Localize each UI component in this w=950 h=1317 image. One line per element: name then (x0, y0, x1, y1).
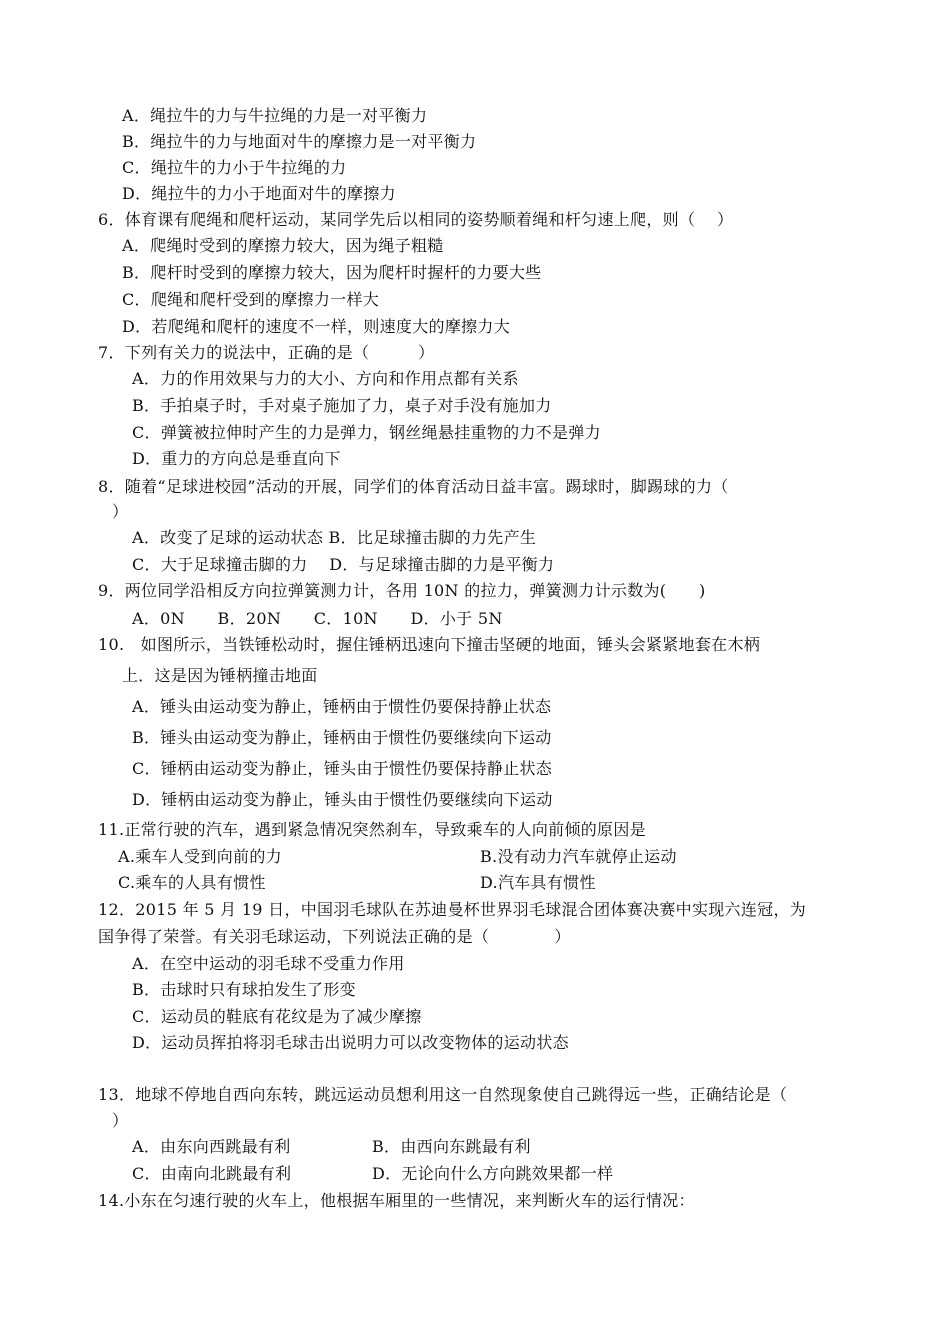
q9-options: A．0N B．20N C．10N D．小于 5N (132, 609, 503, 628)
q13-option-a: A．由东向西跳最有利 (132, 1137, 291, 1156)
q12-option-a: A．在空中运动的羽毛球不受重力作用 (132, 954, 405, 973)
q13-option-c: C．由南向北跳最有利 (132, 1164, 292, 1183)
q10-option-b: B．锤头由运动变为静止，锤柄由于惯性仍要继续向下运动 (132, 728, 552, 747)
q6-option-c: C．爬绳和爬杆受到的摩擦力一样大 (122, 290, 380, 309)
q7-option-b: B．手拍桌子时，手对桌子施加了力，桌子对手没有施加力 (132, 396, 552, 415)
q8-stem-cont: ） (112, 502, 129, 521)
q12-stem-cont: 国争得了荣誉。有关羽毛球运动，下列说法正确的是（ ） (98, 927, 571, 946)
q13-option-b: B．由西向东跳最有利 (372, 1137, 531, 1156)
q5-option-d: D．绳拉牛的力小于地面对牛的摩擦力 (122, 184, 396, 203)
q7-stem: 7．下列有关力的说法中，正确的是（ ） (98, 343, 435, 362)
q8-options-cd: C．大于足球撞击脚的力 D．与足球撞击脚的力是平衡力 (132, 555, 555, 574)
q12-stem: 12．2015 年 5 月 19 日，中国羽毛球队在苏迪曼杯世界羽毛球混合团体赛决赛中实现六连冠，为 (98, 900, 807, 919)
q11-option-a: A.乘车人受到向前的力 (118, 847, 282, 866)
q7-option-d: D．重力的方向总是垂直向下 (132, 449, 341, 468)
q5-option-b: B．绳拉牛的力与地面对牛的摩擦力是一对平衡力 (122, 132, 477, 151)
q6-stem: 6．体育课有爬绳和爬杆运动，某同学先后以相同的姿势顺着绳和杆匀速上爬，则（ ） (98, 210, 734, 229)
q14-stem: 14.小东在匀速行驶的火车上，他根据车厢里的一些情况，来判断火车的运行情况： (98, 1191, 695, 1210)
q12-option-b: B．击球时只有球拍发生了形变 (132, 980, 356, 999)
q11-stem: 11.正常行驶的汽车，遇到紧急情况突然刹车，导致乘车的人向前倾的原因是 (98, 820, 646, 839)
q11-option-c: C.乘车的人具有惯性 (118, 873, 266, 892)
q10-option-d: D．锤柄由运动变为静止，锤头由于惯性仍要继续向下运动 (132, 790, 553, 809)
q11-option-b: B.没有动力汽车就停止运动 (480, 847, 677, 866)
q12-option-c: C．运动员的鞋底有花纹是为了减少摩擦 (132, 1007, 422, 1026)
q11-option-d: D.汽车具有惯性 (480, 873, 596, 892)
q7-option-a: A．力的作用效果与力的大小、方向和作用点都有关系 (132, 369, 519, 388)
q7-option-c: C．弹簧被拉伸时产生的力是弹力，钢丝绳悬挂重物的力不是弹力 (132, 423, 601, 442)
q10-stem: 10. 如图所示，当铁锤松动时，握住锤柄迅速向下撞击坚硬的地面，锤头会紧紧地套在木柄 (98, 635, 761, 654)
q13-option-d: D．无论向什么方向跳效果都一样 (372, 1164, 614, 1183)
q5-option-a: A．绳拉牛的力与牛拉绳的力是一对平衡力 (122, 106, 428, 125)
q5-option-c: C．绳拉牛的力小于牛拉绳的力 (122, 158, 347, 177)
q13-stem-cont: ） (112, 1111, 129, 1130)
q10-option-a: A．锤头由运动变为静止，锤柄由于惯性仍要保持静止状态 (132, 697, 552, 716)
q10-option-c: C．锤柄由运动变为静止，锤头由于惯性仍要保持静止状态 (132, 759, 553, 778)
q12-option-d: D．运动员挥拍将羽毛球击出说明力可以改变物体的运动状态 (132, 1033, 569, 1052)
q8-stem: 8．随着“足球进校园”活动的开展，同学们的体育活动日益丰富。踢球时，脚踢球的力（ (98, 477, 729, 496)
q10-stem-cont: 上．这是因为锤柄撞击地面 (122, 666, 318, 685)
q9-stem: 9．两位同学沿相反方向拉弹簧测力计，各用 10N 的拉力，弹簧测力计示数为( ) (98, 581, 706, 600)
q13-stem: 13．地球不停地自西向东转，跳远运动员想利用这一自然现象使自己跳得远一些，正确结论是（ (98, 1085, 788, 1104)
q8-options-ab: A．改变了足球的运动状态 B．比足球撞击脚的力先产生 (132, 528, 537, 547)
q6-option-b: B．爬杆时受到的摩擦力较大，因为爬杆时握杆的力要大些 (122, 263, 542, 282)
q6-option-d: D．若爬绳和爬杆的速度不一样，则速度大的摩擦力大 (122, 317, 511, 336)
q6-option-a: A．爬绳时受到的摩擦力较大，因为绳子粗糙 (122, 236, 444, 255)
